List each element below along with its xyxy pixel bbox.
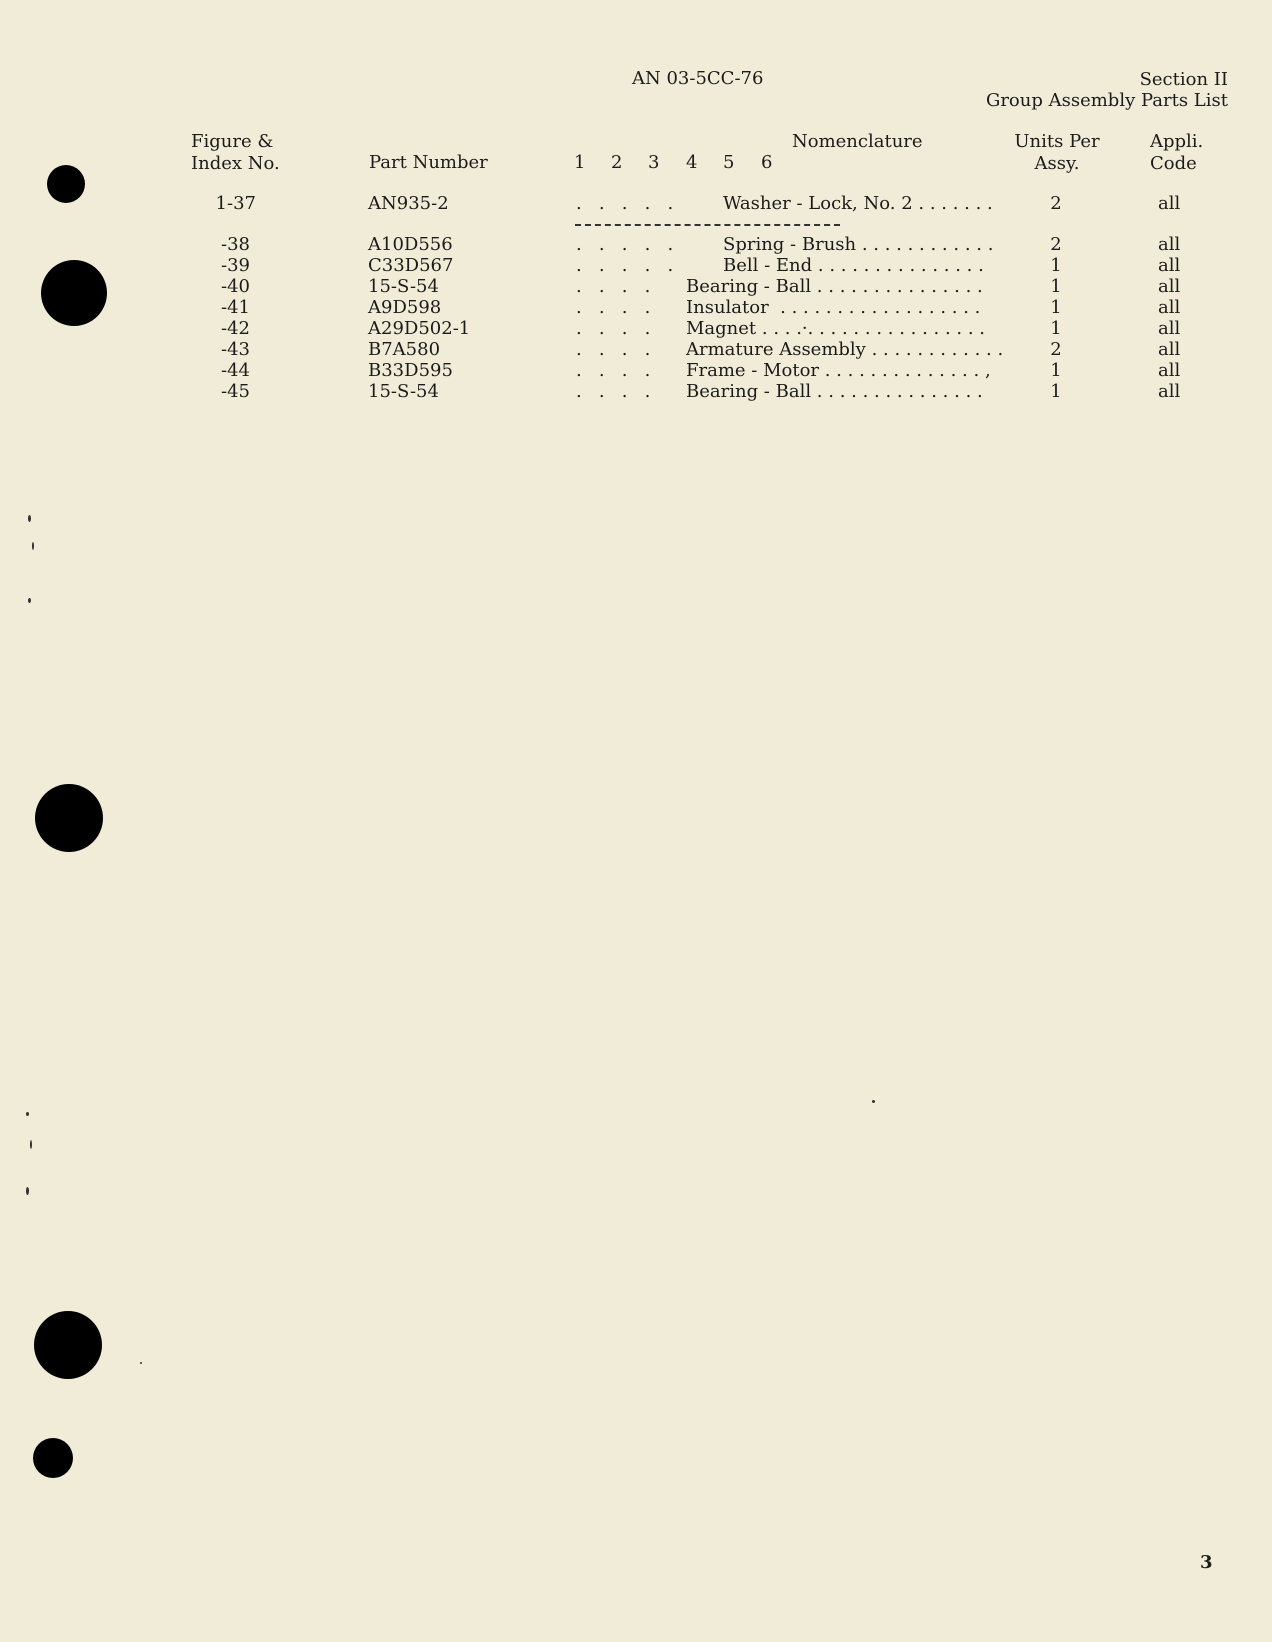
- row-quantity: 1: [1050, 318, 1062, 339]
- col-units-line1: Units Per: [1014, 131, 1100, 152]
- speck: [26, 1187, 29, 1195]
- col-units-per-assy: [1012, 131, 1102, 175]
- row-nomenclature: Bearing - Ball . . . . . . . . . . . . . . .: [686, 381, 983, 402]
- table-row: [0, 255, 1272, 276]
- table-row: [0, 234, 1272, 255]
- page-number: 3: [1200, 1552, 1213, 1573]
- speck: [140, 1362, 142, 1364]
- row-code: all: [1158, 339, 1181, 360]
- col-appli-code: [1150, 131, 1203, 175]
- row-nomenclature: Magnet . . . .·. . . . . . . . . . . . . . . .: [686, 318, 986, 339]
- row-quantity: 1: [1050, 255, 1062, 276]
- row-part-number: C33D567: [368, 255, 454, 276]
- col-code-line2: Code: [1150, 153, 1197, 174]
- row-nomenclature: Bearing - Ball . . . . . . . . . . . . . . .: [686, 276, 983, 297]
- row-index: -43: [221, 339, 250, 360]
- row-index: -44: [221, 360, 250, 381]
- row-code: all: [1158, 381, 1181, 402]
- row-level-dots: . . . . .: [576, 234, 674, 255]
- row-nomenclature: Spring - Brush . . . . . . . . . . . .: [723, 234, 994, 255]
- row-index: -42: [221, 318, 250, 339]
- binder-hole-5: [33, 1438, 73, 1478]
- col-level-5: 5: [723, 152, 735, 173]
- section-title: Group Assembly Parts List: [985, 90, 1228, 111]
- speck: [28, 598, 31, 603]
- row-code: all: [1158, 318, 1181, 339]
- col-figure-index: [191, 131, 280, 175]
- row-level-dots: . . . .: [576, 381, 651, 402]
- binder-hole-4: [34, 1311, 102, 1379]
- table-row: [0, 381, 1272, 402]
- col-units-line2: Assy.: [1034, 153, 1080, 174]
- speck: [26, 1112, 29, 1116]
- row-code: all: [1158, 360, 1181, 381]
- row-quantity: 1: [1050, 297, 1062, 318]
- col-level-3: 3: [648, 152, 660, 173]
- row-index: -39: [221, 255, 250, 276]
- row-part-number: A10D556: [368, 234, 453, 255]
- row-index: 1-37: [215, 193, 256, 214]
- row-code: all: [1158, 276, 1181, 297]
- col-figure-index-line2: Index No.: [191, 153, 280, 174]
- row-nomenclature: Frame - Motor . . . . . . . . . . . . . . ,: [686, 360, 991, 381]
- col-part-number: Part Number: [369, 152, 488, 173]
- speck: [30, 1140, 32, 1149]
- table-row: [0, 297, 1272, 318]
- row-code: all: [1158, 297, 1181, 318]
- row-level-dots: . . . .: [576, 276, 651, 297]
- row-part-number: 15-S-54: [368, 381, 439, 402]
- row-code: all: [1158, 193, 1181, 214]
- row-nomenclature: Insulator . . . . . . . . . . . . . . . . . .: [686, 297, 981, 318]
- row-level-dots: . . . .: [576, 339, 651, 360]
- table-row: [0, 318, 1272, 339]
- row-part-number: A9D598: [368, 297, 442, 318]
- speck: [28, 515, 31, 522]
- table-row: [0, 339, 1272, 360]
- row-part-number: A29D502-1: [368, 318, 471, 339]
- row-nomenclature: Armature Assembly . . . . . . . . . . . .: [686, 339, 1004, 360]
- row-quantity: 2: [1050, 234, 1062, 255]
- table-row: [0, 360, 1272, 381]
- row-nomenclature: Washer - Lock, No. 2 . . . . . . .: [723, 193, 993, 214]
- row-nomenclature: Bell - End . . . . . . . . . . . . . . .: [723, 255, 984, 276]
- row-quantity: 2: [1050, 339, 1062, 360]
- row-index: -38: [221, 234, 250, 255]
- table-row: [0, 276, 1272, 297]
- speck: [32, 542, 34, 550]
- row-quantity: 1: [1050, 381, 1062, 402]
- col-level-6: 6: [761, 152, 773, 173]
- row-quantity: 1: [1050, 360, 1062, 381]
- row-level-dots: . . . .: [576, 360, 651, 381]
- row-level-dots: . . . .: [576, 318, 651, 339]
- separator-dashes: [575, 224, 840, 226]
- row-part-number: B33D595: [368, 360, 453, 381]
- row-part-number: B7A580: [368, 339, 441, 360]
- col-nomenclature: Nomenclature: [792, 131, 923, 152]
- row-code: all: [1158, 234, 1181, 255]
- row-level-dots: . . . . .: [576, 193, 674, 214]
- row-index: -45: [221, 381, 250, 402]
- section-label: Section II: [1139, 69, 1228, 90]
- row-part-number: 15-S-54: [368, 276, 439, 297]
- document-number: AN 03-5CC-76: [632, 68, 764, 89]
- col-figure-index-line1: Figure &: [191, 131, 274, 152]
- row-index: -41: [221, 297, 250, 318]
- row-quantity: 2: [1050, 193, 1062, 214]
- col-code-line1: Appli.: [1150, 131, 1204, 152]
- row-level-dots: . . . .: [576, 297, 651, 318]
- speck: [872, 1100, 875, 1103]
- row-code: all: [1158, 255, 1181, 276]
- row-index: -40: [221, 276, 250, 297]
- row-level-dots: . . . . .: [576, 255, 674, 276]
- col-level-1: 1: [574, 152, 586, 173]
- binder-hole-3: [35, 784, 103, 852]
- table-row: [0, 193, 1272, 214]
- col-level-4: 4: [686, 152, 698, 173]
- row-quantity: 1: [1050, 276, 1062, 297]
- row-part-number: AN935-2: [368, 193, 449, 214]
- col-level-2: 2: [611, 152, 623, 173]
